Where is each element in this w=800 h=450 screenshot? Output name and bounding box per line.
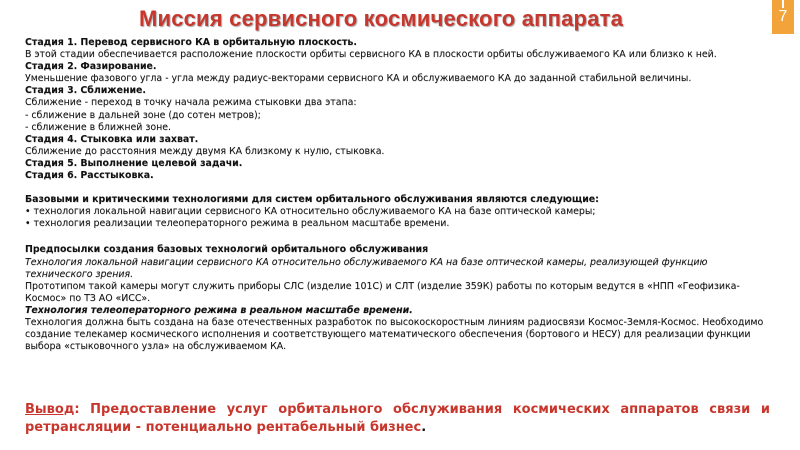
conclusion-end: . xyxy=(421,420,427,435)
stage-4-text: Сближение до расстояния между двумя КА близкому к нулю, стыковка. xyxy=(25,145,385,157)
spacer xyxy=(25,182,770,194)
slide-body xyxy=(25,37,770,353)
prototype-text: Прототипом такой камеры могут служить приборы СЛС (изделие 101С) и СЛТ (изделие 359К) работы по которым ведутся в «НПП «Геофизика-Космос» по ТЗ АО «ИСС». xyxy=(25,280,740,304)
technologies-heading: Базовыми и критическими технологиями для систем орбитального обслуживания являются следующие: xyxy=(25,194,599,206)
stage-3-item-far: - сближение в дальней зоне (до сотен метров); xyxy=(25,109,261,121)
stage-4-heading: Стадия 4. Стыковка или захват. xyxy=(25,133,199,145)
stage-2-heading: Стадия 2. Фазирование. xyxy=(25,61,157,73)
badge-divider xyxy=(782,0,784,8)
stage-1-heading: Стадия 1. Перевод сервисного КА в орбитальную плоскость. xyxy=(25,37,357,48)
prerequisites-heading: Предпосылки создания базовых технологий орбитального обслуживания xyxy=(25,244,429,256)
technology-item-teleoperator: • технология реализации телеоператорного режима в реальном масштабе времени. xyxy=(25,218,450,230)
technology-item-navigation: • технология локальной навигации сервисного КА относительно обслуживаемого КА на базе оптической камеры; xyxy=(25,206,596,218)
page-number-badge xyxy=(772,0,794,34)
conclusion-colon: : xyxy=(74,402,80,417)
conclusion-text: Предоставление услуг орбитального обслуживания космических аппаратов связи и ретрансляции - потенциально рентабельный бизнес xyxy=(25,402,770,435)
conclusion-label: Вывод xyxy=(25,402,75,417)
stage-3-text: Сближение - переход в точку начала режима стыковки два этапа: xyxy=(25,97,357,109)
stage-5-heading: Стадия 5. Выполнение целевой задачи. xyxy=(25,157,243,169)
spacer xyxy=(25,230,770,244)
stage-3-item-near: - сближение в ближней зоне. xyxy=(25,121,171,133)
stage-3-heading: Стадия 3. Сближение. xyxy=(25,85,146,97)
navigation-technology-text: Технология локальной навигации сервисного КА относительно обслуживаемого КА на базе оптической камеры, реализующей функцию технического зрения. xyxy=(25,256,708,280)
stage-2-text: Уменьшение фазового угла - угла между радиус-векторами сервисного КА и обслуживаемого КА до заданной стабильной величины. xyxy=(25,73,692,85)
slide-title: Миссия сервисного космического аппарата xyxy=(138,6,624,31)
page-number: 7 xyxy=(778,8,788,25)
teleoperator-technology-heading: Технология телеоператорного режима в реальном масштабе времени. xyxy=(25,304,413,316)
teleoperator-technology-text: Технология должна быть создана на базе отечественных разработок по высокоскоростным линиям радиосвязи Космос-Земля-Космос. Необходимо создание телекамер космического исполнения и соответствующего математического обеспечения (бортового и НЕСУ) для реализации функции выбора «стыковочного узла» на обслуживаемом КА. xyxy=(25,316,764,353)
conclusion xyxy=(25,401,770,437)
stage-6-heading: Стадия 6. Расстыковка. xyxy=(25,170,154,182)
stage-1-text: В этой стадии обеспечивается расположение плоскости орбиты сервисного КА в плоскости орбиты обслуживаемого КА или близко к ней. xyxy=(25,49,717,61)
